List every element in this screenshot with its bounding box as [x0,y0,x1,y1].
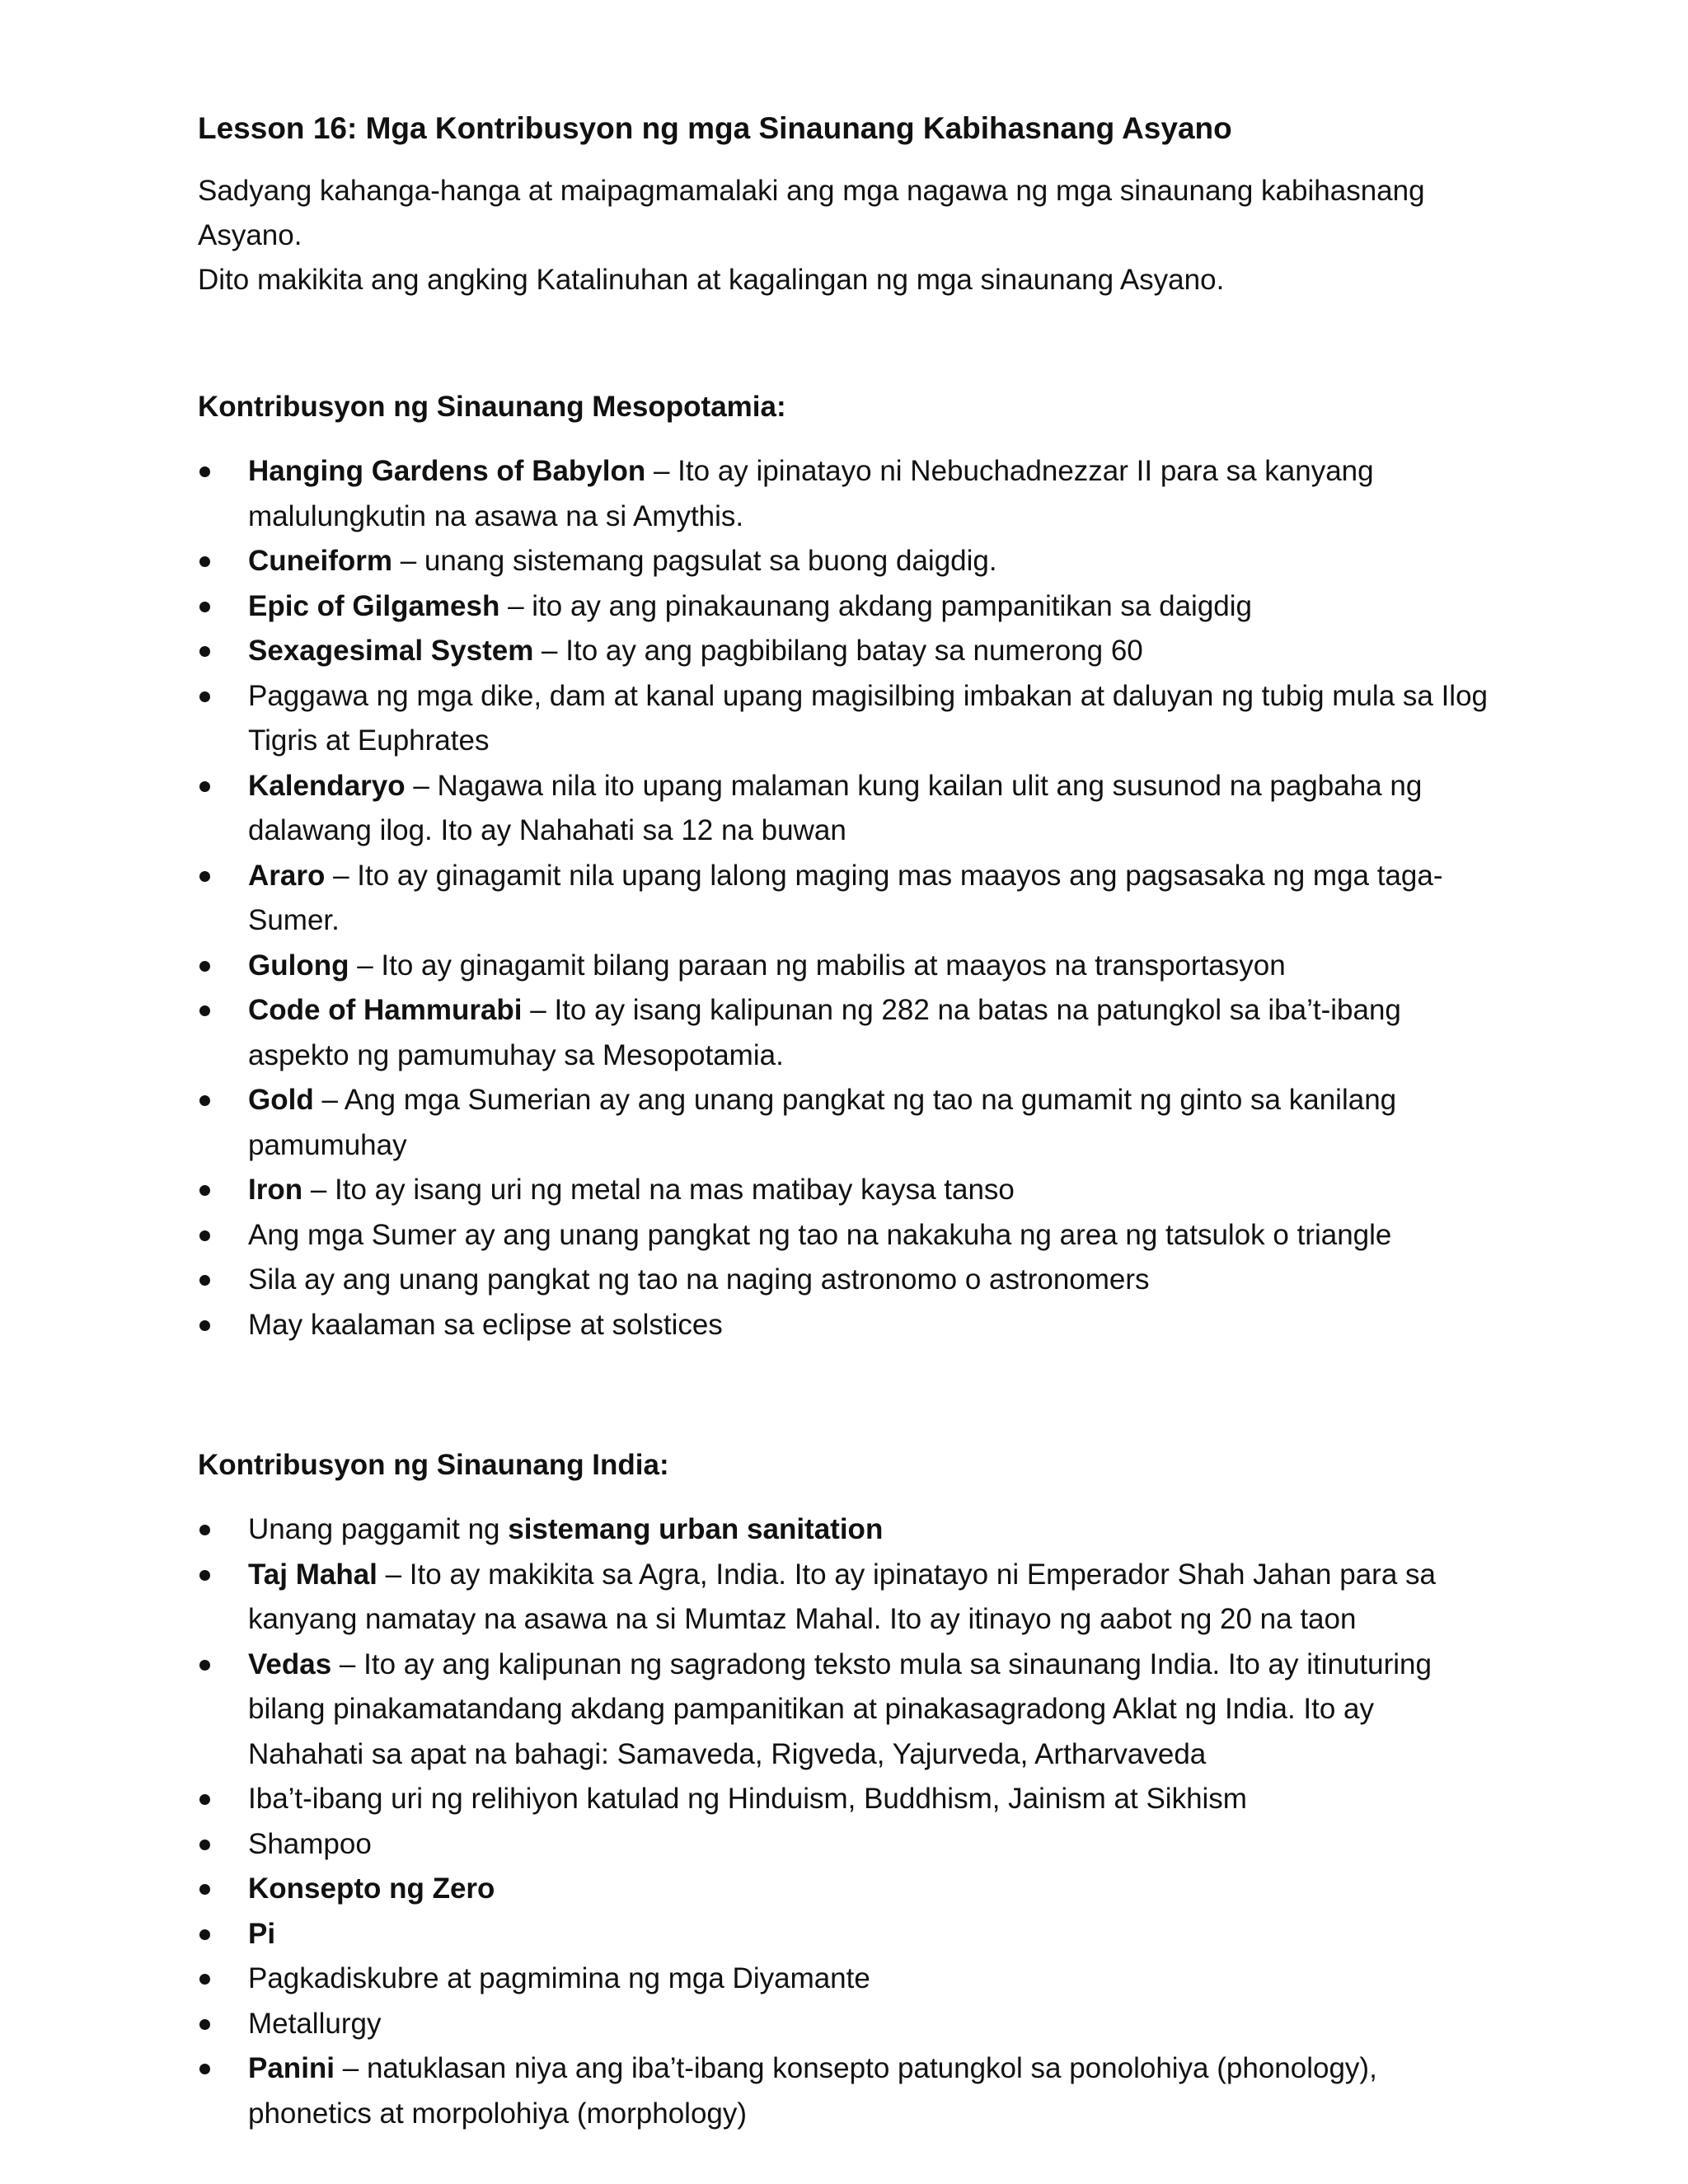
list-item [198,449,1492,539]
list-item [198,1078,1492,1168]
lesson-title: Lesson 16: Mga Kontribusyon ng mga Sinaunang Kabihasnang Asyano [198,111,1232,145]
list-item [198,1258,1492,1303]
item-text: Iba’t-ibang uri ng relihiyon katulad ng Hinduism, Buddhism, Jainism at Sikhism [248,1783,1247,1815]
item-text: Sila ay ang unang pangkat ng tao na naging astronomo o astronomers [248,1263,1150,1296]
bullet-icon [199,1884,210,1895]
bullet-icon [199,871,210,882]
item-term: Epic of Gilgamesh [248,589,500,622]
item-text: – Nagawa nila ito upang malaman kung kailan ulit ang susunod na pagbaha ng dalawang ilog. Ito ay Nahahati sa 12 na buwan [248,769,1423,846]
item-text: Ang mga Sumer ay ang unang pangkat ng tao na nakakuha ng area ng tatsulok o triangle [248,1218,1392,1251]
item-term: Kalendaryo [248,769,406,802]
mesopotamia-list [198,449,1492,1347]
bullet-icon [199,1095,210,1106]
bullet-icon [199,1005,210,1016]
bullet-icon [199,1660,210,1671]
item-term: Sexagesimal System [248,635,534,667]
item-term: sistemang urban sanitation [508,1513,884,1545]
bullet-icon [199,1840,210,1850]
item-text: – Ito ay isang kalipunan ng 282 na batas na patungkol sa iba’t-ibang aspekto ng pamumuhay sa Mesopotamia. [248,994,1401,1071]
item-lead-text: Unang paggamit ng [248,1513,509,1545]
item-term: Panini [248,2052,335,2084]
list-item [198,2002,1492,2047]
item-text: Pagkadiskubre at pagmimina ng mga Diyamante [248,1962,870,1994]
bullet-icon [199,466,210,477]
list-item [198,1553,1492,1643]
item-text: – Ang mga Sumerian ay ang unang pangkat ng tao na gumamit ng ginto sa kanilang pamumuhay [248,1084,1397,1161]
bullet-icon [199,1275,210,1286]
item-text: – Ito ay ang kalipunan ng sagradong teksto mula sa sinaunang India. Ito ay itinuturing bilang pinakamatandang akdang pampanitikan at pinakasagradong Aklat ng India. Ito ay Nahahati sa apat na bahagi: Samaveda, Rigveda, Yajurveda, Artharvaveda [248,1647,1432,1770]
item-text: – Ito ay ginagamit bilang paraan ng mabilis at maayos na transportasyon [349,949,1286,982]
intro-line-2: Dito makikita ang angking Katalinuhan at kagalingan ng mga sinaunang Asyano. [198,264,1225,296]
item-term: Cuneiform [248,545,392,577]
list-item [198,988,1492,1078]
item-text: – Ito ay ang pagbibilang batay sa numerong 60 [533,635,1143,667]
section-heading-india: Kontribusyon ng Sinaunang India: [198,1449,669,1481]
list-item [198,854,1492,944]
bullet-icon [199,602,210,612]
list-item [198,944,1492,989]
item-text: – unang sistemang pagsulat sa buong daigdig. [392,545,997,577]
item-text: Shampoo [248,1827,372,1860]
bullet-icon [199,1320,210,1331]
list-item [198,1777,1492,1822]
bullet-icon [199,1525,210,1535]
item-term: Taj Mahal [248,1558,377,1591]
bullet-icon [199,1794,210,1805]
item-term: Code of Hammurabi [248,994,523,1026]
document-page [198,109,1492,2136]
item-text: – Ito ay makikita sa Agra, India. Ito ay ipinatayo ni Emperador Shah Jahan para sa kanyang namatay na asawa na si Mumtaz Mahal. Ito ay itinayo ng aabot ng 20 na taon [248,1558,1436,1635]
bullet-icon [199,556,210,567]
section-heading-mesopotamia: Kontribusyon ng Sinaunang Mesopotamia: [198,391,786,423]
list-item [198,539,1492,584]
list-item [198,1643,1492,1778]
item-term: Pi [248,1917,276,1950]
item-text: May kaalaman sa eclipse at solstices [248,1308,723,1341]
list-item [198,1213,1492,1258]
item-term: Araro [248,859,326,892]
bullet-icon [199,2019,210,2030]
bullet-icon [199,2064,210,2074]
bullet-icon [199,1929,210,1940]
bullet-icon [199,1570,210,1581]
item-term: Iron [248,1174,303,1206]
list-item [198,584,1492,630]
list-item [198,764,1492,854]
bullet-icon [199,691,210,702]
bullet-icon [199,781,210,792]
item-text: Metallurgy [248,2007,382,2040]
list-item [198,1303,1492,1348]
list-item [198,1507,1492,1553]
list-item [198,1867,1492,1912]
bullet-icon [199,1230,210,1241]
bullet-icon [199,1185,210,1196]
item-term: Hanging Gardens of Babylon [248,455,646,487]
item-text: – ito ay ang pinakaunang akdang pampanitikan sa daigdig [499,589,1252,622]
list-item [198,1957,1492,2002]
item-text: – Ito ay isang uri ng metal na mas matibay kaysa tanso [302,1174,1015,1206]
list-item [198,1822,1492,1868]
india-list [198,1507,1492,2136]
item-term: Vedas [248,1647,332,1680]
list-item [198,1912,1492,1957]
item-term: Gulong [248,949,349,982]
item-text: – Ito ay ginagamit nila upang lalong maging mas maayos ang pagsasaka ng mga taga-Sumer. [248,859,1443,936]
list-item [198,629,1492,674]
bullet-icon [199,1974,210,1985]
item-text: Paggawa ng mga dike, dam at kanal upang magisilbing imbakan at daluyan ng tubig mula sa Ilog Tigris at Euphrates [248,679,1489,757]
list-item [198,2046,1492,2136]
bullet-icon [199,961,210,972]
bullet-icon [199,646,210,657]
intro-paragraph [198,169,1492,302]
item-term: Konsepto ng Zero [248,1872,495,1905]
list-item [198,1168,1492,1213]
list-item [198,674,1492,764]
intro-line-1: Sadyang kahanga-hanga at maipagmamalaki ang mga nagawa ng mga sinaunang kabihasnang Asyano. [198,175,1425,251]
item-text: – Ito ay ipinatayo ni Nebuchadnezzar II para sa kanyang malulungkutin na asawa na si Amythis. [248,455,1374,532]
item-term: Gold [248,1084,314,1116]
item-text: – natuklasan niya ang iba’t-ibang konsepto patungkol sa ponolohiya (phonology), phonetics at morpolohiya (morphology) [248,2052,1377,2130]
